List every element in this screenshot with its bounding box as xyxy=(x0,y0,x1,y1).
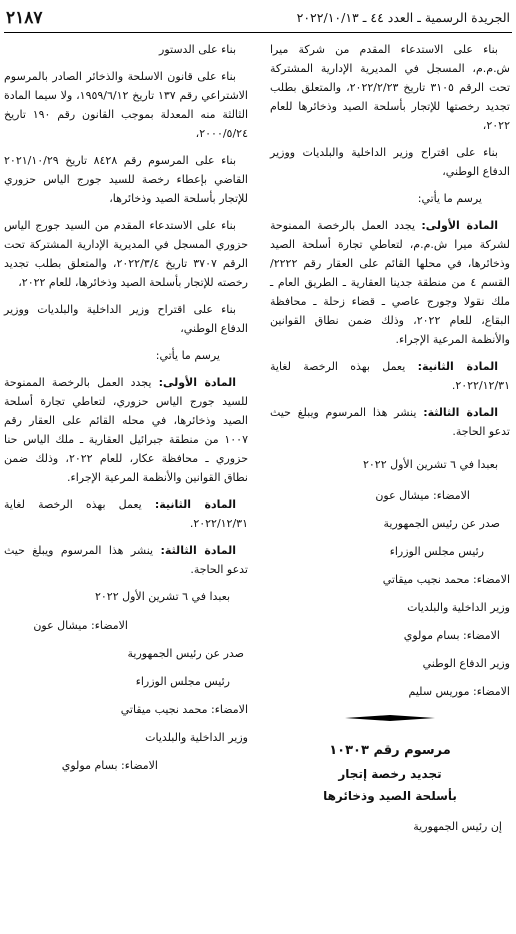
next-decree-title: مرسوم رقم ١٠٣٠٣ xyxy=(329,743,451,758)
article-1 xyxy=(4,373,248,487)
article-label: المادة الثالثة: xyxy=(423,406,498,419)
article-label: المادة الأولى: xyxy=(421,219,498,232)
article-text: يجدد العمل بالرخصة الممنوحة للسيد جورج الياس حزوري، لتعاطي تجارة أسلحة الصيد وذخائرها، في محله القائم على العقار رقم ١٠٠٧ من منطقة جبرائيل العقارية ـ ملك الياس حنا حزوري ـ محافظة عكار، للعام ٢٠٢٢، وذلك ضمن نطاق القوانين والأنظمة المرعية الإجراء. xyxy=(4,376,248,484)
issued-by-president: صدر عن رئيس الجمهورية xyxy=(127,647,244,660)
article-text: يعمل بهذه الرخصة لغاية ٢٠٢٢/١٢/٣١. xyxy=(4,498,248,530)
left-column xyxy=(4,40,248,784)
preamble-paragraph: بناء على الاستدعاء المقدم من شركة ميرا ش.م.م، المسجل في المديرية الإدارية المشتركة تحت الرقم ٣١٠٥ تاريخ ٢٠٢٢/٢/٢٣، والمتعلق بطلب تجديد رخصتها للإتجار بأسلحة الصيد وذخائرها للعام ٢٠٢٢، xyxy=(270,43,511,132)
article-text: يجدد العمل بالرخصة الممنوحة لشركة ميرا ش.م.م، لتعاطي تجارة أسلحة الصيد وذخائرها، في محلها القائم على العقار رقم ٢٢٢٢/ القسم ٤ من منطقة جدينا العقارية ـ الطريق العام ـ ملك نقولا وجورج عاصي ـ قضاء زحلة ـ محافظة البقاع، للعام ٢٠٢٢، وذلك ضمن نطاق القوانين والأنظمة المرعية الإجراء. xyxy=(270,219,510,346)
article-label: المادة الثانية: xyxy=(154,498,236,511)
article-label: المادة الأولى: xyxy=(158,376,236,389)
pm-signature: الامضاء: محمد نجيب ميقاتي xyxy=(382,573,510,586)
section-divider xyxy=(270,710,510,729)
article-label: المادة الثالثة: xyxy=(160,544,236,557)
preamble-paragraph: بناء على الدستور xyxy=(159,43,236,56)
pm-signature: الامضاء: محمد نجيب ميقاتي xyxy=(120,703,248,716)
article-3 xyxy=(270,403,510,441)
president-signature: الامضاء: ميشال عون xyxy=(375,489,470,502)
interior-title: وزير الداخلية والبلديات xyxy=(145,731,248,744)
president-signature: الامضاء: ميشال عون xyxy=(33,619,128,632)
article-3 xyxy=(4,541,248,579)
running-title: الجريدة الرسمية ـ العدد ٤٤ ـ ٢٠٢٢/١٠/١٣ xyxy=(296,10,510,25)
interior-signature: الامضاء: بسام مولوي xyxy=(403,629,500,642)
next-decree-opening: إن رئيس الجمهورية xyxy=(413,820,502,833)
preamble-paragraph: بناء على قانون الاسلحة والذخائر الصادر بالمرسوم الاشتراعي رقم ١٣٧ تاريخ ١٩٥٩/٦/١٢، ولا سيما المادة الثالثة منه المعدلة بموجب القانون رقم ١٩٠ تاريخ ٢٠٠٠/٥/٢٤، xyxy=(4,70,248,140)
defense-title: وزير الدفاع الوطني xyxy=(422,657,510,670)
article-text: يعمل بهذه الرخصة لغاية ٢٠٢٢/١٢/٣١. xyxy=(270,360,510,392)
next-decree-subtitle: بأسلحة الصيد وذخائرها xyxy=(323,789,457,803)
article-1 xyxy=(270,216,510,349)
preamble-paragraph: بناء على اقتراح وزير الداخلية والبلديات ووزير الدفاع الوطني، xyxy=(4,303,248,335)
decree-date: بعبدا في ٦ تشرين الأول ٢٠٢٢ xyxy=(94,590,230,603)
pm-title: رئيس مجلس الوزراء xyxy=(389,545,484,558)
decree-date: بعبدا في ٦ تشرين الأول ٢٠٢٢ xyxy=(362,458,498,471)
article-text: ينشر هذا المرسوم ويبلغ حيث تدعو الحاجة. xyxy=(4,544,248,576)
article-text: ينشر هذا المرسوم ويبلغ حيث تدعو الحاجة. xyxy=(270,406,510,438)
decree-intro: يرسم ما يأتي: xyxy=(417,192,482,205)
article-2 xyxy=(270,357,510,395)
right-column xyxy=(270,40,510,845)
defense-signature: الامضاء: موريس سليم xyxy=(408,685,510,698)
preamble-paragraph: بناء على المرسوم رقم ٨٤٢٨ تاريخ ٢٠٢١/١٠/٢٩ القاضي بإعطاء رخصة للسيد جورج الياس حزوري للإتجار بأسلحة الصيد وذخائرها، xyxy=(4,154,248,205)
preamble-paragraph: بناء على الاستدعاء المقدم من السيد جورج الياس حزوري المسجل في المديرية الإدارية المشتركة تحت الرقم ٣٧٠٧ تاريخ ٢٠٢٢/٣/٤، والمتعلق بطلب تجديد رخصته للإتجار بأسلحة الصيد وذخائرها، للعام ٢٠٢٢، xyxy=(4,219,248,289)
pm-title: رئيس مجلس الوزراء xyxy=(135,675,230,688)
divider-ornament-icon xyxy=(345,713,435,723)
interior-title: وزير الداخلية والبلديات xyxy=(407,601,510,614)
interior-signature: الامضاء: بسام مولوي xyxy=(61,759,158,772)
page-number: ٢١٨٧ xyxy=(6,8,43,28)
decree-intro: يرسم ما يأتي: xyxy=(155,349,220,362)
next-decree-subtitle: تجديد رخصة إتجار xyxy=(338,767,442,781)
article-label: المادة الثانية: xyxy=(417,360,498,373)
issued-by-president: صدر عن رئيس الجمهورية xyxy=(383,517,500,530)
preamble-paragraph: بناء على اقتراح وزير الداخلية والبلديات ووزير الدفاع الوطني، xyxy=(270,146,510,178)
page-header xyxy=(4,8,512,30)
header-rule xyxy=(4,32,512,33)
article-2 xyxy=(4,495,248,533)
